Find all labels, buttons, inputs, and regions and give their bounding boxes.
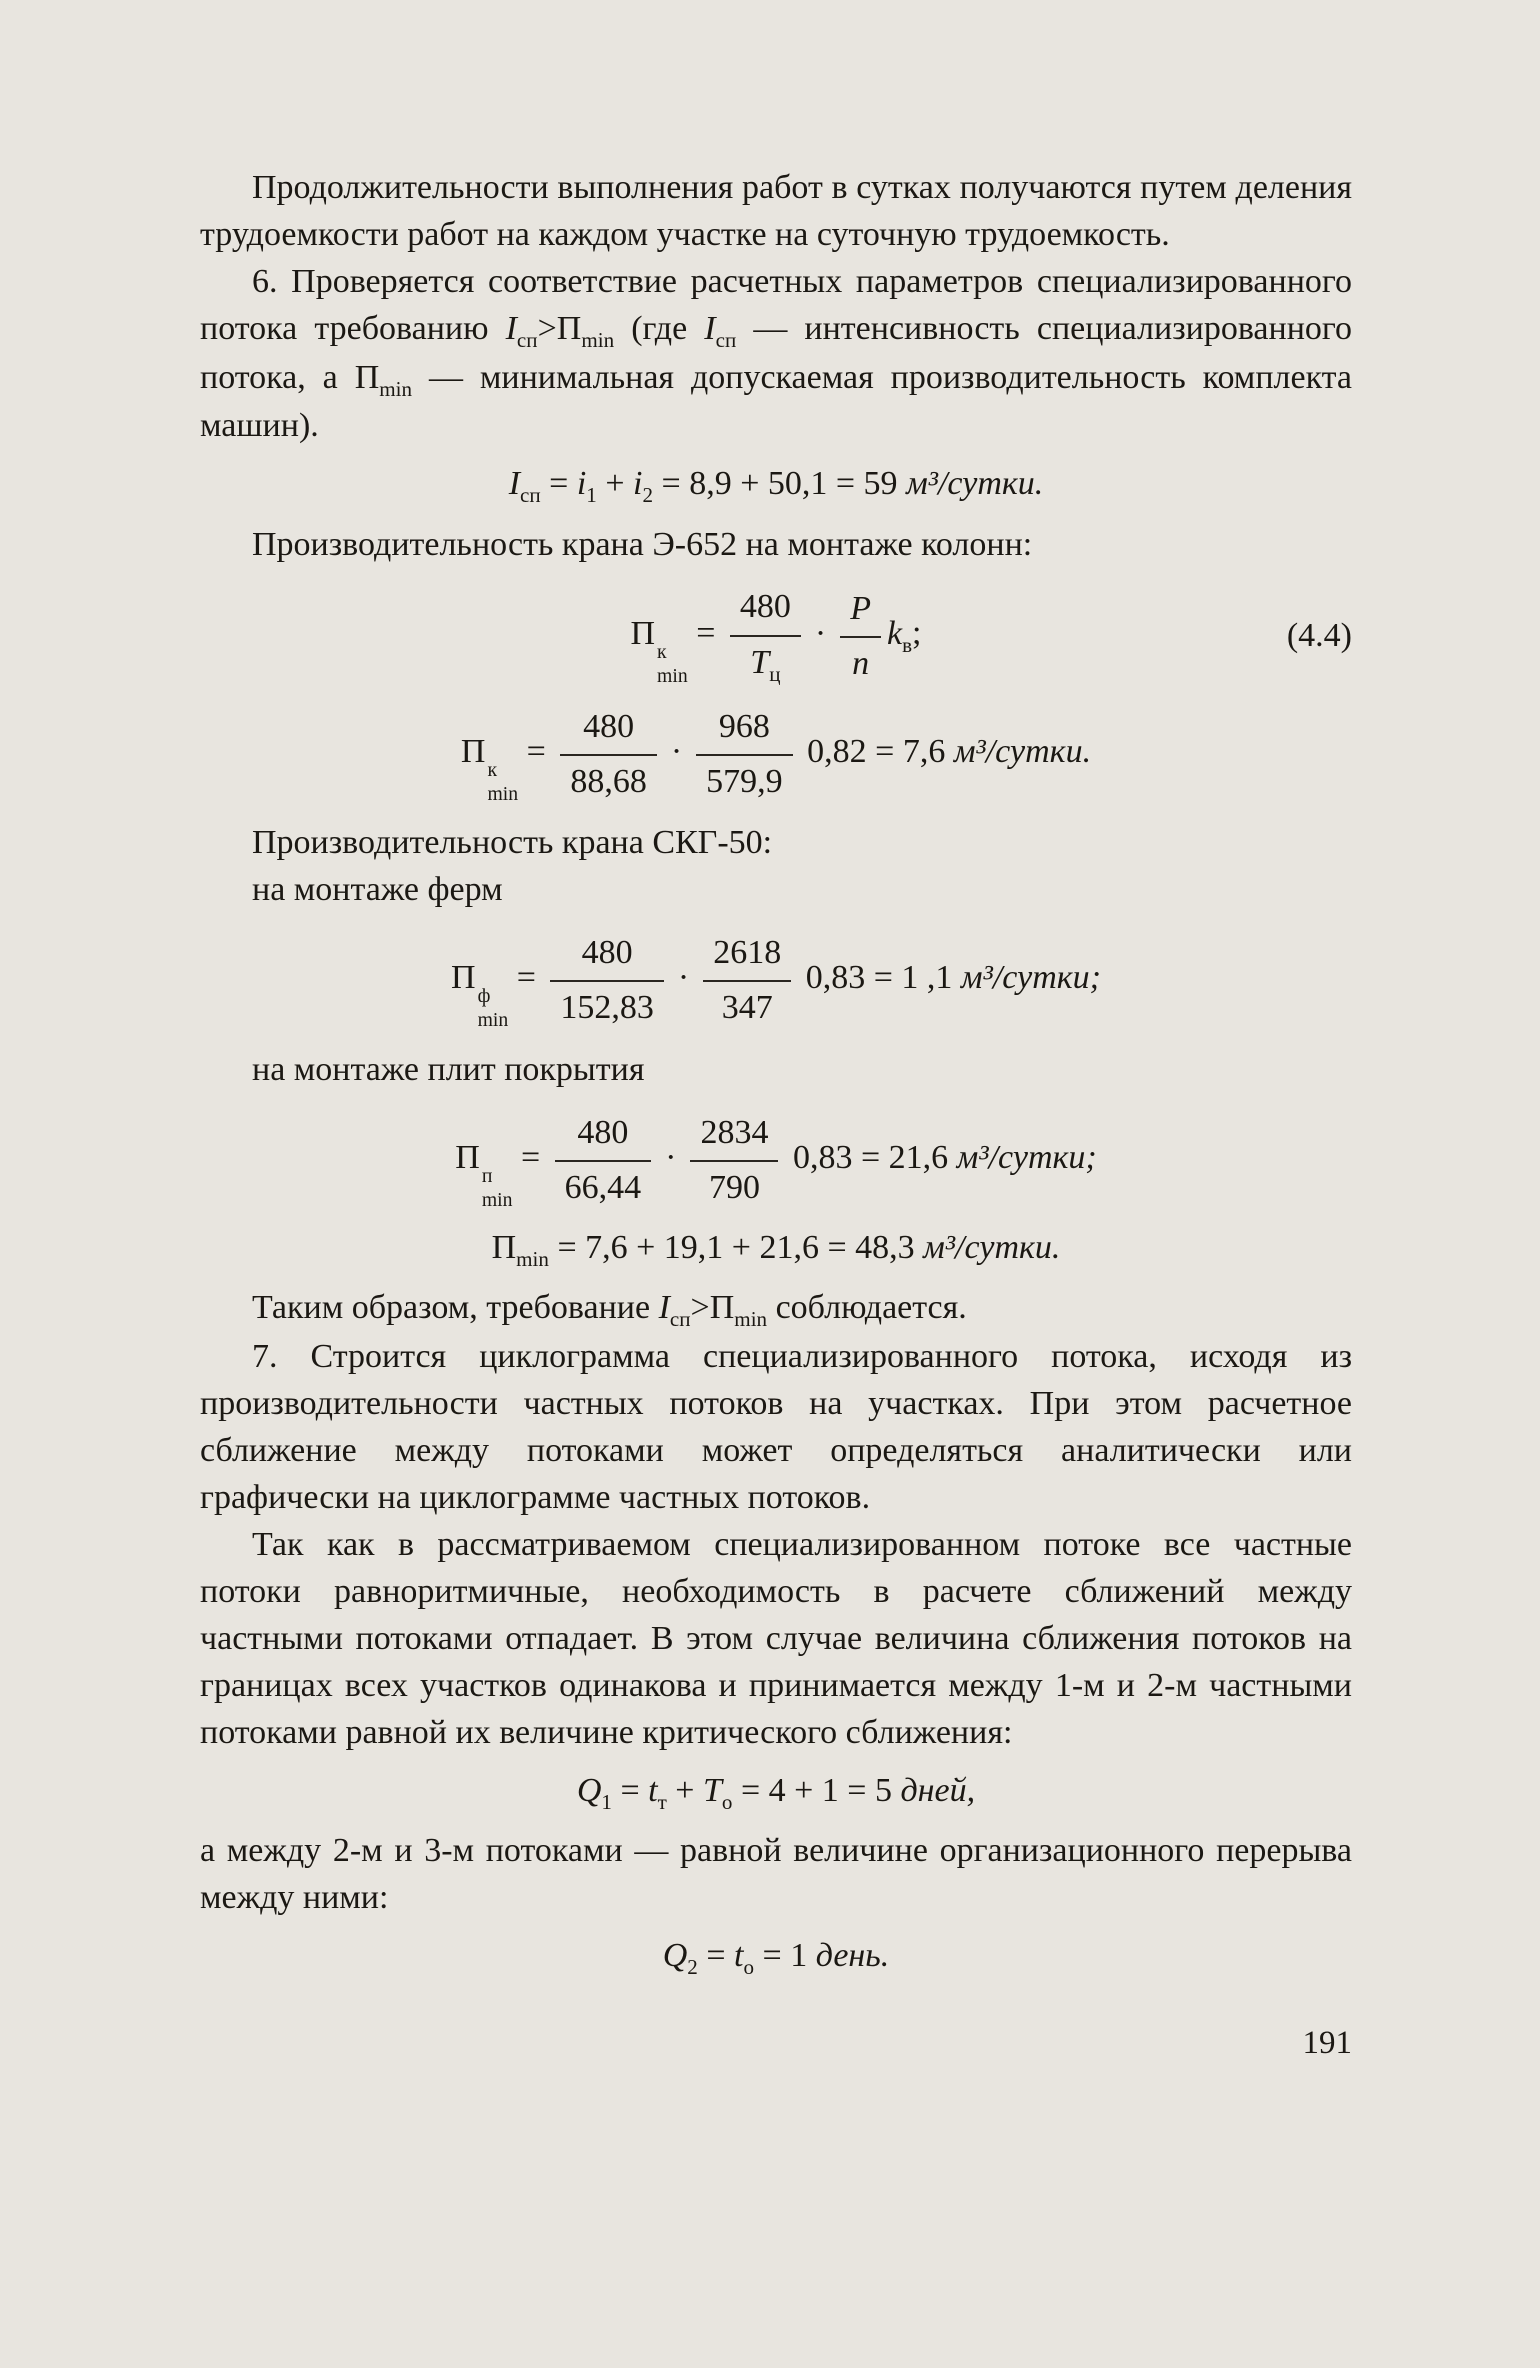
equals-sign: =: [512, 1138, 549, 1176]
paragraph-cyclogram: 7. Строится циклограмма специализированного потока, исходя из производительности частных потоков на участках. При этом расчетное сближение между потоками может определяться аналитически или графически на циклограмме частных потоков.: [200, 1338, 1352, 1517]
equals-sign: =: [518, 732, 555, 770]
var-P: П: [709, 1289, 735, 1327]
calculation-text: = 1: [754, 1936, 816, 1974]
inline-var-Pmin: [556, 309, 615, 352]
multiply-dot: ·: [814, 614, 827, 652]
fraction-2: [840, 586, 881, 686]
var-Q: Q: [662, 1936, 688, 1974]
semicolon: ;: [912, 614, 922, 652]
superscript-f: ф: [477, 985, 491, 1008]
var-k-sub: в: [902, 632, 913, 657]
unit-label: м³/сутки.: [953, 732, 1092, 770]
fraction-2: [703, 930, 791, 1030]
calculation-text: 0,82 = 7,6: [798, 732, 954, 770]
unit-label: дней,: [900, 1771, 976, 1809]
unit-label: м³/сутки.: [923, 1229, 1061, 1267]
formula-trusses: [200, 930, 1352, 1031]
var-I-sub: сп: [516, 327, 538, 352]
numerator: 2618: [703, 930, 791, 982]
equals-sign: =: [540, 465, 577, 503]
superscript-k: к: [657, 641, 667, 664]
p6-text-2: соблюдается.: [767, 1289, 967, 1327]
var-Q: Q: [576, 1771, 602, 1809]
paragraph-check-requirement: [200, 259, 1352, 451]
formula-roof-slabs: [200, 1110, 1352, 1211]
multiply-dot: ·: [665, 1138, 677, 1176]
subscript-min: min: [657, 664, 688, 687]
paragraph-between-flows: а между 2-м и 3-м потоками — равной величине организационного перерыва между ними:: [200, 1831, 1352, 1916]
denominator: 790: [708, 1168, 760, 1206]
page-content: [200, 165, 1352, 2062]
var-P-min-p: [455, 1138, 513, 1211]
superscript-p: п: [481, 1164, 493, 1187]
var-P: П: [451, 959, 476, 997]
unit-label: м³/сутки;: [956, 1138, 1097, 1176]
equals-sign: =: [697, 1936, 735, 1974]
var-i: i: [576, 465, 587, 503]
formula-q1: [200, 1769, 1352, 1816]
inline-var-Pmin: [354, 358, 413, 401]
paragraph-duration: Продолжительности выполнения работ в сутках получаются путем деления трудоемкости работ на каждом участке на суточную трудоемкость.: [200, 169, 1352, 253]
inline-var-Isp: [505, 309, 538, 352]
var-t-t: [648, 1771, 667, 1814]
calculation-text: = 4 + 1 = 5: [732, 1771, 901, 1809]
calculation-text: 0,83 = 1 ,1: [797, 959, 961, 997]
var-I-sub: сп: [715, 327, 737, 352]
var-P-min-k: [460, 732, 519, 805]
fraction-1: [730, 584, 801, 687]
var-i2-sub: 2: [642, 483, 654, 508]
var-P-sub: min: [379, 376, 413, 401]
denominator: 66,44: [564, 1168, 642, 1206]
var-T-sub: о: [721, 1789, 733, 1814]
var-P: П: [354, 358, 380, 396]
subscript-min: min: [477, 1009, 509, 1032]
numerator: 968: [696, 704, 793, 756]
var-I: I: [508, 465, 521, 503]
formula-q2: [200, 1934, 1352, 1981]
var-I: I: [704, 309, 716, 347]
var-P: П: [460, 732, 486, 770]
numerator: 480: [560, 704, 657, 756]
var-P-min-k: [630, 614, 688, 687]
var-P-min: [491, 1229, 549, 1272]
denominator-n: n: [852, 645, 870, 683]
multiply-dot: ·: [670, 732, 683, 770]
superscript-k: к: [487, 759, 498, 782]
var-P: П: [491, 1229, 517, 1267]
var-P: П: [455, 1138, 480, 1176]
var-P-sub: min: [581, 327, 615, 352]
var-P: П: [630, 614, 656, 652]
numerator-R: Р: [840, 586, 881, 638]
var-kv: [887, 614, 913, 657]
paragraph-convergence: Так как в рассматриваемом специализированном потоке все частные потоки равноритмичные, необходимость в расчете сближений между частными потоками отпадает. В этом случае величина сближения потоков на границах всех участков одинакова и принимается между 1-м и 2-м частными потоками равной их величине критического сближения:: [200, 1525, 1352, 1751]
var-Q1: [576, 1771, 612, 1814]
p6-text-1: Таким образом, требование: [252, 1289, 659, 1327]
paragraph-roof-slabs: на монтаже плит покрытия: [252, 1050, 645, 1088]
equals-sign: =: [611, 1771, 649, 1809]
calculation-text: = 7,6 + 19,1 + 21,6 = 48,3: [548, 1229, 924, 1267]
numerator: 480: [730, 584, 801, 636]
inline-var-Isp: [704, 309, 737, 352]
var-t-o: [734, 1936, 755, 1979]
var-Q-sub: 1: [601, 1789, 612, 1814]
var-P: П: [556, 309, 582, 347]
var-k: k: [887, 614, 903, 652]
fraction-2: [690, 1110, 778, 1210]
var-i1-sub: 1: [586, 483, 597, 508]
subscript-min: min: [487, 782, 519, 805]
formula-total-productivity: [200, 1226, 1352, 1273]
calculation-text: = 8,9 + 50,1 = 59: [653, 465, 907, 503]
calculation-text: 0,83 = 21,6: [784, 1138, 957, 1176]
numerator: 2834: [690, 1110, 778, 1162]
unit-label: м³/сутки.: [906, 465, 1044, 503]
plus-sign: +: [596, 465, 634, 503]
formula-intensity: [200, 462, 1352, 509]
inline-var-Pmin: [709, 1289, 768, 1332]
denominator: 88,68: [570, 763, 647, 801]
fraction-1: [550, 930, 664, 1030]
equation-4-4: [200, 584, 1352, 687]
greater-than-sign: >: [690, 1289, 710, 1327]
supsub-stack: [657, 642, 688, 686]
var-I: I: [505, 309, 517, 347]
equation-number: (4.4): [1286, 617, 1352, 655]
numerator: 480: [555, 1110, 652, 1162]
var-I-sub: сп: [669, 1307, 691, 1332]
p2-text-4: — минимальная допускаемая производительность комплекта машин).: [200, 358, 1353, 445]
var-P-sub: min: [734, 1307, 768, 1332]
paragraph-trusses: на монтаже ферм: [252, 871, 503, 909]
var-i2: [633, 465, 654, 508]
numerator: 480: [550, 930, 664, 982]
var-Isp: [508, 465, 541, 508]
denominator-Tc: [730, 637, 801, 688]
var-Q2: [662, 1936, 698, 1979]
denominator: 347: [721, 989, 773, 1027]
var-i1: [576, 465, 597, 508]
subscript-min: min: [481, 1188, 513, 1211]
plus-sign: +: [666, 1771, 703, 1809]
p2-text-3: — интенсивность специализированного потока, а: [200, 309, 1353, 396]
fraction-1: [560, 704, 657, 804]
paragraph-crane-skg50: Производительность крана СКГ-50:: [252, 824, 773, 862]
var-P-min-f: [451, 959, 509, 1032]
var-I-sub: сп: [520, 483, 541, 508]
var-i: i: [633, 465, 643, 503]
denominator: 152,83: [560, 989, 654, 1027]
supsub-stack: [482, 1166, 513, 1210]
p2-text-1: 6. Проверяется соответствие расчетных параметров специализированного потока требованию: [200, 262, 1352, 347]
inline-var-Isp: [658, 1289, 691, 1332]
equals-sign: =: [508, 959, 545, 997]
greater-than-sign: >: [537, 309, 557, 347]
unit-label: день.: [815, 1936, 890, 1974]
supsub-stack: [478, 986, 509, 1030]
var-t-sub: о: [743, 1954, 755, 1979]
fraction-2: [696, 704, 793, 804]
formula-crane-columns-result: [200, 704, 1352, 805]
page-number: 191: [1302, 2024, 1352, 2061]
var-Q-sub: 2: [687, 1954, 698, 1979]
p2-text-2: (где: [614, 309, 705, 347]
var-t: t: [648, 1771, 658, 1809]
paragraph-conclusion: [200, 1285, 1352, 1334]
multiply-dot: ·: [677, 959, 690, 997]
fraction-1: [555, 1110, 652, 1210]
var-T-o: [702, 1771, 733, 1814]
var-I: I: [658, 1289, 670, 1327]
equals-sign: =: [687, 614, 724, 652]
denominator: 579,9: [706, 763, 783, 801]
var-T: T: [702, 1771, 722, 1809]
supsub-stack: [487, 760, 518, 804]
var-T: Т: [750, 643, 770, 681]
paragraph-crane-e652: Производительность крана Э-652 на монтаже колонн:: [252, 525, 1033, 563]
var-t-sub: т: [657, 1789, 667, 1814]
subscript-min: min: [516, 1247, 549, 1272]
unit-label: м³/сутки;: [960, 959, 1101, 997]
var-t: t: [734, 1936, 744, 1974]
var-T-sub: ц: [769, 661, 781, 686]
